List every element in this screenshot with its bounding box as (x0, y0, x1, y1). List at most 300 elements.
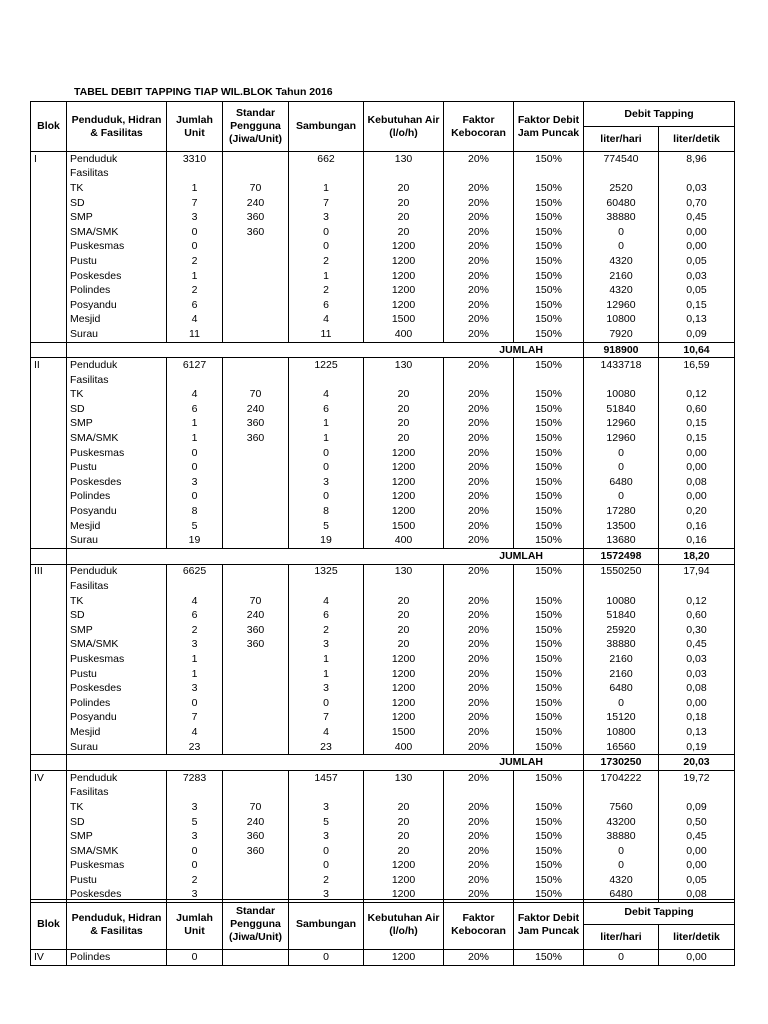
row-name: SMA/SMK (67, 431, 167, 446)
sambungan: 1 (289, 417, 364, 432)
kebutuhan-air: 20 (364, 225, 444, 240)
jumlah-unit: 5 (167, 519, 223, 534)
liter-detik: 0,03 (659, 652, 735, 667)
liter-detik: 0,05 (659, 283, 735, 298)
faktor-debit-jam-puncak: 150% (514, 388, 584, 403)
table-row (31, 844, 735, 859)
blok-cell (31, 269, 67, 284)
sambungan: 23 (289, 740, 364, 755)
faktor-kebocoran: 20% (444, 800, 514, 815)
table-row (31, 210, 735, 225)
sambungan: 0 (289, 225, 364, 240)
kebutuhan-air: 1200 (364, 696, 444, 711)
table-row (31, 564, 735, 579)
faktor-debit-jam-puncak: 150% (514, 667, 584, 682)
blok-cell (31, 402, 67, 417)
faktor-debit-jam-puncak: 150% (514, 446, 584, 461)
faktor-kebocoran: 20% (444, 446, 514, 461)
faktor-kebocoran: 20% (444, 327, 514, 342)
liter-hari: 4320 (584, 283, 659, 298)
sambungan: 0 (289, 460, 364, 475)
header-kebutuhan-line2: (l/o/h) (389, 924, 418, 937)
empty-cell (584, 373, 659, 388)
jumlah-unit: 3 (167, 829, 223, 844)
liter-hari: 25920 (584, 623, 659, 638)
blok-cell (31, 431, 67, 446)
liter-detik: 0,03 (659, 181, 735, 196)
liter-hari: 12960 (584, 431, 659, 446)
sambungan: 1 (289, 652, 364, 667)
sambungan: 1 (289, 667, 364, 682)
total-liter-detik: 20,03 (659, 755, 735, 771)
row-name: Pustu (67, 254, 167, 269)
standar-pengguna: 360 (223, 829, 289, 844)
kebutuhan-air: 20 (364, 623, 444, 638)
empty-cell (223, 167, 289, 182)
liter-detik: 0,50 (659, 815, 735, 830)
faktor-kebocoran: 20% (444, 417, 514, 432)
row-name: Puskesmas (67, 652, 167, 667)
faktor-kebocoran: 20% (444, 460, 514, 475)
liter-detik: 0,19 (659, 740, 735, 755)
table-row (31, 770, 735, 785)
faktor-kebocoran: 20% (444, 431, 514, 446)
kebutuhan-air: 1200 (364, 873, 444, 888)
kebutuhan-air: 20 (364, 210, 444, 225)
jumlah-unit: 1 (167, 652, 223, 667)
blok-cell (31, 786, 67, 801)
header-penduduk-line1: Penduduk, Hidran (71, 113, 162, 126)
empty-cell (444, 373, 514, 388)
table-header-repeat (31, 900, 735, 950)
table-row (31, 446, 735, 461)
faktor-kebocoran: 20% (444, 594, 514, 609)
liter-hari: 4320 (584, 873, 659, 888)
table-row (31, 623, 735, 638)
sambungan: 4 (289, 388, 364, 403)
blok-cell (31, 844, 67, 859)
liter-detik: 0,00 (659, 950, 735, 966)
standar-pengguna: 360 (223, 638, 289, 653)
faktor-kebocoran: 20% (444, 873, 514, 888)
standar-pengguna: 70 (223, 800, 289, 815)
standar-pengguna: 70 (223, 388, 289, 403)
liter-detik: 0,20 (659, 504, 735, 519)
liter-hari: 6480 (584, 888, 659, 903)
sambungan: 3 (289, 829, 364, 844)
sambungan: 662 (289, 152, 364, 167)
jumlah-unit: 1 (167, 417, 223, 432)
faktor-kebocoran: 20% (444, 667, 514, 682)
sambungan: 1 (289, 269, 364, 284)
faktor-kebocoran: 20% (444, 725, 514, 740)
kebutuhan-air: 20 (364, 800, 444, 815)
jumlah-unit: 7 (167, 196, 223, 211)
empty-cell (167, 373, 223, 388)
header-faktor-kebocoran (444, 900, 514, 950)
row-name: SD (67, 815, 167, 830)
liter-detik: 0,30 (659, 623, 735, 638)
row-name: SD (67, 608, 167, 623)
liter-hari: 2160 (584, 269, 659, 284)
row-name: Penduduk (67, 564, 167, 579)
liter-detik: 0,45 (659, 638, 735, 653)
blok-cell (31, 519, 67, 534)
standar-pengguna (223, 667, 289, 682)
table-row (31, 873, 735, 888)
empty-cell (584, 167, 659, 182)
liter-detik: 0,08 (659, 681, 735, 696)
liter-hari: 43200 (584, 815, 659, 830)
jumlah-unit: 0 (167, 490, 223, 505)
jumlah-unit: 0 (167, 859, 223, 874)
faktor-debit-jam-puncak: 150% (514, 327, 584, 342)
kebutuhan-air: 20 (364, 181, 444, 196)
standar-pengguna (223, 950, 289, 966)
liter-detik: 8,96 (659, 152, 735, 167)
liter-detik: 0,00 (659, 225, 735, 240)
faktor-debit-jam-puncak: 150% (514, 829, 584, 844)
faktor-kebocoran: 20% (444, 210, 514, 225)
sambungan: 2 (289, 283, 364, 298)
faktor-debit-jam-puncak: 150% (514, 210, 584, 225)
jumlah-unit: 1 (167, 667, 223, 682)
blok-cell (31, 711, 67, 726)
fasilitas-label: Fasilitas (67, 786, 167, 801)
faktor-kebocoran: 20% (444, 623, 514, 638)
faktor-kebocoran: 20% (444, 519, 514, 534)
table-title: TABEL DEBIT TAPPING TIAP WIL.BLOK Tahun 2016 (74, 86, 333, 98)
kebutuhan-air: 20 (364, 388, 444, 403)
row-name: Puskesmas (67, 446, 167, 461)
table-row (31, 608, 735, 623)
jumlah-label: JUMLAH (67, 755, 584, 771)
blok-cell (31, 755, 67, 771)
faktor-debit-jam-puncak: 150% (514, 152, 584, 167)
kebutuhan-air: 1200 (364, 446, 444, 461)
kebutuhan-air: 130 (364, 152, 444, 167)
liter-detik: 0,00 (659, 696, 735, 711)
blok-cell (31, 181, 67, 196)
standar-pengguna (223, 269, 289, 284)
jumlah-unit: 0 (167, 225, 223, 240)
blok-cell (31, 681, 67, 696)
jumlah-unit: 2 (167, 283, 223, 298)
blok-cell: I (31, 152, 67, 167)
empty-cell (289, 167, 364, 182)
header-sambungan: Sambungan (289, 900, 364, 950)
table-body (31, 152, 735, 903)
faktor-kebocoran: 20% (444, 152, 514, 167)
jumlah-unit: 6 (167, 402, 223, 417)
liter-hari: 15120 (584, 711, 659, 726)
sambungan: 5 (289, 815, 364, 830)
standar-pengguna: 240 (223, 608, 289, 623)
row-name: Poskesdes (67, 681, 167, 696)
jumlah-unit: 1 (167, 181, 223, 196)
liter-hari: 10800 (584, 725, 659, 740)
standar-pengguna: 240 (223, 815, 289, 830)
sambungan: 1225 (289, 358, 364, 373)
row-name: SD (67, 402, 167, 417)
header-faktor-line2: Kebocoran (451, 924, 506, 937)
faktor-debit-jam-puncak: 150% (514, 298, 584, 313)
standar-pengguna (223, 254, 289, 269)
standar-pengguna (223, 283, 289, 298)
liter-hari: 0 (584, 446, 659, 461)
header-standar-line1: Standar Pengguna (230, 107, 281, 132)
sambungan: 3 (289, 681, 364, 696)
header-penduduk (67, 102, 167, 152)
faktor-kebocoran: 20% (444, 283, 514, 298)
blok-cell (31, 533, 67, 548)
kebutuhan-air: 1200 (364, 460, 444, 475)
kebutuhan-air: 1200 (364, 681, 444, 696)
jumlah-unit: 4 (167, 594, 223, 609)
row-name: SMA/SMK (67, 638, 167, 653)
table-row (31, 533, 735, 548)
standar-pengguna (223, 711, 289, 726)
blok-cell (31, 652, 67, 667)
empty-cell (289, 579, 364, 594)
sambungan: 3 (289, 475, 364, 490)
kebutuhan-air: 20 (364, 638, 444, 653)
standar-pengguna (223, 740, 289, 755)
row-name: SMA/SMK (67, 225, 167, 240)
liter-hari: 16560 (584, 740, 659, 755)
faktor-kebocoran: 20% (444, 402, 514, 417)
faktor-debit-jam-puncak: 150% (514, 533, 584, 548)
table-row (31, 298, 735, 313)
empty-cell (659, 167, 735, 182)
liter-hari: 10800 (584, 313, 659, 328)
table-row (31, 681, 735, 696)
kebutuhan-air: 1500 (364, 313, 444, 328)
sambungan: 2 (289, 873, 364, 888)
standar-pengguna (223, 313, 289, 328)
jumlah-unit: 6 (167, 608, 223, 623)
liter-hari: 1704222 (584, 770, 659, 785)
jumlah-row (31, 755, 735, 771)
faktor-kebocoran: 20% (444, 681, 514, 696)
row-name: Posyandu (67, 711, 167, 726)
total-liter-hari: 1730250 (584, 755, 659, 771)
row-name: TK (67, 181, 167, 196)
blok-cell (31, 460, 67, 475)
row-name: Polindes (67, 950, 167, 966)
table-row (31, 196, 735, 211)
empty-cell (364, 579, 444, 594)
kebutuhan-air: 20 (364, 431, 444, 446)
liter-hari: 12960 (584, 298, 659, 313)
table-row (31, 859, 735, 874)
empty-cell (444, 786, 514, 801)
faktor-debit-jam-puncak: 150% (514, 888, 584, 903)
liter-detik: 0,03 (659, 667, 735, 682)
liter-detik: 0,08 (659, 888, 735, 903)
faktor-debit-jam-puncak: 150% (514, 313, 584, 328)
liter-hari: 0 (584, 240, 659, 255)
kebutuhan-air: 1200 (364, 240, 444, 255)
sambungan: 4 (289, 725, 364, 740)
row-name: Puskesmas (67, 859, 167, 874)
empty-cell (659, 373, 735, 388)
header-liter-hari: liter/hari (584, 127, 659, 152)
table-row (31, 402, 735, 417)
row-name: Posyandu (67, 504, 167, 519)
liter-detik: 0,12 (659, 388, 735, 403)
empty-cell (223, 579, 289, 594)
faktor-debit-jam-puncak: 150% (514, 181, 584, 196)
jumlah-row (31, 342, 735, 358)
liter-detik: 0,12 (659, 594, 735, 609)
sambungan: 0 (289, 240, 364, 255)
faktor-debit-jam-puncak: 150% (514, 711, 584, 726)
jumlah-unit: 0 (167, 240, 223, 255)
blok-cell (31, 800, 67, 815)
jumlah-unit: 0 (167, 844, 223, 859)
kebutuhan-air: 1200 (364, 283, 444, 298)
faktor-debit-jam-puncak: 150% (514, 873, 584, 888)
liter-detik: 0,05 (659, 254, 735, 269)
liter-detik: 0,00 (659, 859, 735, 874)
faktor-kebocoran: 20% (444, 504, 514, 519)
standar-pengguna: 240 (223, 402, 289, 417)
faktor-kebocoran: 20% (444, 815, 514, 830)
kebutuhan-air: 1500 (364, 519, 444, 534)
sambungan: 1457 (289, 770, 364, 785)
table-row (31, 417, 735, 432)
header-penduduk-line2: & Fasilitas (90, 924, 143, 937)
faktor-kebocoran: 20% (444, 844, 514, 859)
blok-cell (31, 313, 67, 328)
liter-hari: 7920 (584, 327, 659, 342)
header-faktor-line1: Faktor (462, 911, 495, 924)
blok-cell (31, 638, 67, 653)
liter-detik: 0,15 (659, 298, 735, 313)
standar-pengguna (223, 725, 289, 740)
sambungan: 1325 (289, 564, 364, 579)
standar-pengguna (223, 533, 289, 548)
blok-cell (31, 475, 67, 490)
jumlah-label: JUMLAH (67, 342, 584, 358)
row-name: SD (67, 196, 167, 211)
header-blok: Blok (31, 900, 67, 950)
row-name: SMP (67, 417, 167, 432)
fasilitas-label: Fasilitas (67, 167, 167, 182)
header-standar-line2: (Jiwa/Unit) (228, 133, 283, 145)
empty-cell (289, 373, 364, 388)
header-liter-detik: liter/detik (659, 925, 735, 950)
blok-cell (31, 210, 67, 225)
kebutuhan-air: 20 (364, 608, 444, 623)
liter-hari: 2520 (584, 181, 659, 196)
blok-cell (31, 504, 67, 519)
header-standar-line2: (Jiwa/Unit) (228, 931, 283, 943)
liter-hari: 4320 (584, 254, 659, 269)
table-row (31, 490, 735, 505)
liter-detik: 0,05 (659, 873, 735, 888)
empty-cell (444, 579, 514, 594)
table-row (31, 283, 735, 298)
table-body-continued (31, 950, 735, 966)
table-row (31, 388, 735, 403)
sambungan: 0 (289, 859, 364, 874)
blok-cell (31, 623, 67, 638)
kebutuhan-air: 400 (364, 327, 444, 342)
liter-detik: 16,59 (659, 358, 735, 373)
jumlah-unit: 0 (167, 460, 223, 475)
jumlah-unit: 3 (167, 800, 223, 815)
liter-hari: 10080 (584, 388, 659, 403)
liter-detik: 0,03 (659, 269, 735, 284)
liter-detik: 0,70 (659, 196, 735, 211)
empty-cell (223, 786, 289, 801)
kebutuhan-air: 1500 (364, 725, 444, 740)
debit-tapping-table-continued (30, 899, 735, 966)
liter-hari: 0 (584, 490, 659, 505)
blok-cell (31, 740, 67, 755)
kebutuhan-air: 1200 (364, 950, 444, 966)
jumlah-unit: 19 (167, 533, 223, 548)
liter-hari: 38880 (584, 638, 659, 653)
blok-cell (31, 327, 67, 342)
jumlah-unit: 5 (167, 815, 223, 830)
standar-pengguna (223, 681, 289, 696)
blok-cell (31, 417, 67, 432)
liter-hari: 13680 (584, 533, 659, 548)
faktor-kebocoran: 20% (444, 652, 514, 667)
liter-hari: 0 (584, 225, 659, 240)
row-name: SMP (67, 623, 167, 638)
row-name: Poskesdes (67, 888, 167, 903)
standar-pengguna (223, 298, 289, 313)
blok-cell (31, 725, 67, 740)
row-name: Penduduk (67, 152, 167, 167)
row-name: Puskesmas (67, 240, 167, 255)
faktor-kebocoran: 20% (444, 240, 514, 255)
liter-hari: 0 (584, 859, 659, 874)
total-liter-hari: 1572498 (584, 549, 659, 565)
total-liter-detik: 18,20 (659, 549, 735, 565)
faktor-debit-jam-puncak: 150% (514, 623, 584, 638)
liter-detik: 0,45 (659, 829, 735, 844)
liter-detik: 0,15 (659, 431, 735, 446)
fasilitas-row (31, 167, 735, 182)
table-row (31, 519, 735, 534)
liter-hari: 60480 (584, 196, 659, 211)
table-row (31, 740, 735, 755)
sambungan: 3 (289, 638, 364, 653)
liter-hari: 0 (584, 844, 659, 859)
kebutuhan-air: 130 (364, 358, 444, 373)
header-debit-tapping: Debit Tapping (584, 900, 735, 925)
blok-cell (31, 446, 67, 461)
fasilitas-label: Fasilitas (67, 373, 167, 388)
liter-hari: 1433718 (584, 358, 659, 373)
row-name: Polindes (67, 696, 167, 711)
liter-detik: 0,18 (659, 711, 735, 726)
jumlah-unit: 1 (167, 269, 223, 284)
blok-cell: IV (31, 770, 67, 785)
faktor-debit-jam-puncak: 150% (514, 240, 584, 255)
jumlah-unit: 23 (167, 740, 223, 755)
kebutuhan-air: 1200 (364, 652, 444, 667)
sambungan: 6 (289, 298, 364, 313)
blok-cell: IV (31, 950, 67, 966)
table-row (31, 725, 735, 740)
empty-cell (514, 786, 584, 801)
